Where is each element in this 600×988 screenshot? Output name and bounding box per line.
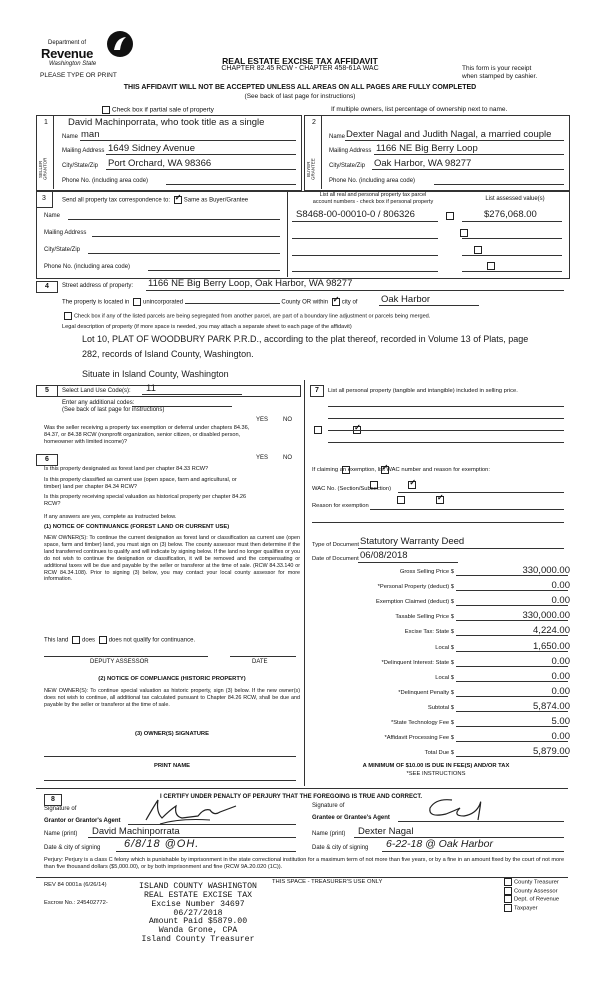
pp-line-1 [328, 406, 564, 407]
this-land-label: This land [44, 637, 69, 644]
tax-row-underline [456, 756, 568, 757]
doc-date-label: Date of Document [312, 556, 359, 562]
s3-city-underline [88, 253, 280, 254]
s6-yes-header: YES [256, 455, 269, 461]
stamp-line: REAL ESTATE EXCISE TAX [143, 890, 253, 900]
s5-q1-yes-checkbox[interactable] [314, 426, 322, 434]
copy-label: Dept. of Revenue [514, 896, 560, 903]
pp-line-4 [328, 442, 564, 443]
doc-type-underline [358, 548, 564, 549]
county-underline [185, 303, 280, 304]
s6-question-1: Is this property designated as forest land per chapter 84.33 RCW? [44, 466, 209, 472]
s6-q3-yes-checkbox[interactable] [397, 496, 405, 504]
doc-type-label: Type of Document [312, 542, 360, 548]
buyer-divider [321, 115, 322, 189]
buyer-name-underline [345, 140, 564, 141]
notice-2-text: NEW OWNER(S): To continue special valuation as historic property, sign (3) below. If the new owner(s) does not wish to continue, all additional tax calculated pursuant to Chapter 84.26 RCW, shall be due and payable by the seller or transferor at the time of sale. [44, 688, 300, 708]
assessed-1-underline [462, 221, 562, 222]
s6-q2-no-checkbox[interactable] [408, 481, 416, 489]
parcel-4-personal-checkbox[interactable] [487, 262, 495, 270]
grantor-sig-of-label: Signature of [44, 806, 77, 812]
tax-row-underline [456, 741, 568, 742]
seller-mailing-value[interactable]: 1649 Sidney Avenue [108, 143, 195, 154]
tax-row-label: Excise Tax: State $ [404, 629, 454, 636]
tax-row-label: Total Due $ [424, 750, 454, 757]
reason-underline-1 [370, 509, 564, 510]
unincorporated-checkbox[interactable] [133, 298, 141, 306]
multiple-owners-note: If multiple owners, list percentage of ownership next to name. [331, 106, 508, 113]
tax-row-value[interactable]: 4,224.00 [533, 625, 570, 637]
section-8-top-rule [36, 788, 568, 789]
s3-phone-label: Phone No. (including area code) [44, 264, 131, 270]
minimum-due-note: A MINIMUM OF $10.00 IS DUE IN FEE(S) AND/OR TAX [362, 763, 510, 769]
seller-phone-underline [166, 184, 296, 185]
s3-mailing-underline [92, 236, 280, 237]
assessed-header: List assessed value(s) [485, 196, 545, 202]
tax-row-value[interactable]: 330,000.00 [522, 610, 570, 622]
s5-yes-header: YES [256, 417, 269, 423]
grantor-name-value[interactable]: David Machinporrata [92, 826, 180, 837]
assessed-3-underline [462, 255, 562, 256]
tax-row-value[interactable]: 0.00 [551, 595, 570, 607]
footer-top-rule [36, 877, 568, 878]
section-1-number: 1 [44, 119, 48, 126]
notice-1-text: NEW OWNER(S): To continue the current designation as forest land or classification as current use (open space, farm and timber) land, you must sign on (3) below. The county assessor must then determine if the land transferred continues to qualify and will indicate by signing below. If the land no longer qualifies or you do not wish to continue the designation or classification, it will be removed and the compensating or additional taxes will be due and payable by the seller or transferor at the time of sale. (RCW 84.33.140 or RCW 84.34.108). Prior to signing (3) below, you may contact your local county assessor for more information. [44, 535, 300, 583]
dept-of-label: Department of [48, 40, 87, 46]
revenue-label: Revenue [41, 46, 94, 61]
please-type: PLEASE TYPE OR PRINT [40, 72, 117, 79]
segregated-checkbox[interactable] [64, 312, 72, 320]
s5-question-1: Was the seller receiving a property tax exemption or deferral under chapters 84.36, 84.37, or 84.38 RCW (nonprofit organization, senior citizen, or disabled person, homeowner with limited income)? [44, 425, 250, 445]
section-7-number: 7 [310, 385, 324, 397]
grantor-agent-label: Grantor or Grantor's Agent [44, 818, 121, 824]
middle-divider [304, 380, 305, 786]
tax-row-value[interactable]: 0.00 [551, 580, 570, 592]
personal-property-label: List all personal property (tangible and intangible) included in selling price. [328, 388, 518, 394]
s6-question-3: Is this property receiving special valuation as historical property per chapter 84.26 RCW? [44, 494, 247, 507]
treasurer-stamp [128, 883, 268, 945]
seller-name-line2[interactable]: man [81, 129, 100, 140]
land-use-value[interactable]: 11 [146, 383, 156, 394]
unincorporated-label: unincorporated [143, 299, 184, 306]
deputy-underline [44, 656, 208, 657]
buyer-city-underline [372, 169, 564, 170]
tax-row-value[interactable]: 330,000.00 [522, 565, 570, 576]
print-name-underline [44, 780, 296, 781]
parcel-1-underline [292, 221, 438, 222]
tax-row-value[interactable]: 0.00 [551, 685, 570, 697]
s3-phone-underline [148, 270, 280, 271]
form-title: REAL ESTATE EXCISE TAX AFFIDAVIT [222, 56, 378, 66]
does-not-label: does not qualify for continuance. [108, 637, 196, 644]
s6-no-header: NO [283, 455, 292, 461]
s3-name-underline [68, 219, 280, 220]
tax-row-value[interactable]: 5,874.00 [533, 700, 570, 712]
section-3-number: 3 [36, 191, 53, 208]
buyer-city-label: City/State/Zip [329, 163, 366, 169]
buyer-mailing-underline [374, 154, 564, 155]
tax-row-underline [456, 575, 568, 576]
seller-name-label: Name [62, 134, 79, 140]
wa-state-label: Washington State [49, 61, 97, 67]
city-of-label: city of [341, 299, 358, 306]
send-correspondence-label: Send all property tax correspondence to: [62, 197, 171, 204]
qualify-row [44, 636, 195, 645]
buyer-city-value[interactable]: Oak Harbor, WA 98277 [374, 158, 472, 169]
buyer-side-label: BUYER GRANTEE [306, 158, 316, 180]
section-3-col-divider [287, 191, 288, 277]
tax-row-label: *Personal Property (deduct) $ [377, 584, 454, 591]
segregated-row [62, 312, 430, 320]
tax-row-underline [456, 620, 568, 621]
section-6-number: 6 [36, 454, 58, 466]
parcel-1-personal-checkbox[interactable] [446, 212, 454, 220]
buyer-mailing-value[interactable]: 1166 NE Big Berry Loop [376, 143, 478, 154]
stamp-line: Excise Number 34697 [151, 899, 245, 909]
grantee-date-value[interactable]: 6-22-18 @ Oak Harbor [386, 838, 493, 850]
buyer-mailing-label: Mailing Address [329, 148, 372, 154]
deputy-date-label: DATE [252, 659, 268, 665]
tax-row-underline [456, 711, 568, 712]
treasurer-use-label: THIS SPACE - TREASURER'S USE ONLY [272, 879, 383, 885]
copy-item [502, 895, 559, 904]
city-underline [379, 305, 479, 306]
see-back: (See back of last page for instructions) [244, 93, 356, 100]
s6-if-yes: If any answers are yes, complete as instructed below. [44, 514, 177, 520]
copy-label: Taxpayer [514, 905, 538, 912]
tax-row-label: Gross Selling Price $ [399, 569, 454, 575]
tax-row-underline [456, 635, 568, 636]
copy-checkbox[interactable] [504, 895, 512, 903]
located-in-label: The property is located in [62, 299, 130, 306]
assessed-value[interactable]: $276,068.00 [484, 209, 537, 220]
does-not-qualify-checkbox[interactable] [99, 636, 107, 644]
seller-mailing-underline [106, 154, 296, 155]
reason-label: Reason for exemption [312, 503, 369, 509]
city-of-checkbox[interactable] [332, 298, 340, 306]
stamp-line: ISLAND COUNTY WASHINGTON [139, 882, 257, 891]
parcel-header-1: List all real and personal property tax parcel [319, 192, 427, 198]
send-correspondence-row [62, 196, 248, 205]
seller-city-value[interactable]: Port Orchard, WA 98366 [108, 158, 212, 169]
seller-name-line1[interactable]: David Machinporrata, who took title as a single [68, 117, 265, 128]
wac-underline [398, 492, 564, 493]
tax-row-label: Subtotal $ [427, 704, 454, 711]
pp-line-3 [328, 430, 564, 431]
grantee-agent-label: Grantee or Grantee's Agent [312, 815, 390, 821]
location-row [62, 298, 357, 307]
section-5-number: 5 [36, 385, 58, 397]
seller-divider [53, 115, 54, 189]
tax-row-label: Exemption Claimed (deduct) $ [376, 599, 454, 606]
seller-city-underline [106, 169, 296, 170]
perjury-notice: Perjury: Perjury is a class C felony which is punishable by imprisonment in the state correctional institution for a maximum term of not more than five years, or by a fine in an amount fixed by the court of not more than five thousand dollars ($5,000.00), or by both imprisonment and fine (RCW 9A.20.020 (1C)). [44, 857, 565, 871]
section-8-number: 8 [44, 794, 62, 806]
parcel-3-personal-checkbox[interactable] [474, 246, 482, 254]
same-as-buyer-label: Same as Buyer/Grantee [183, 197, 249, 204]
assessed-2-underline [462, 238, 562, 239]
dor-logo-icon [106, 30, 134, 58]
deputy-assessor-label: DEPUTY ASSESSOR [90, 659, 149, 665]
situate-line[interactable]: Situate in Island County, Washington [82, 369, 229, 379]
partial-sale-row [100, 106, 214, 115]
tax-row-label: *Delinquent Penalty $ [398, 689, 454, 696]
parcel-number[interactable]: S8468-00-00010-0 / 806326 [296, 209, 415, 220]
parcel-2-underline [292, 238, 438, 239]
s5-no-header: NO [283, 417, 292, 423]
tax-row-value[interactable]: 5.00 [551, 716, 570, 727]
copy-item [502, 887, 558, 896]
street-underline [146, 290, 564, 291]
does-qualify-checkbox[interactable] [72, 636, 80, 644]
land-use-label: Select Land Use Code(s): [62, 388, 131, 394]
grantee-name-value[interactable]: Dexter Nagal [358, 826, 414, 837]
county-or-label: County OR within [281, 299, 329, 306]
parcel-4-underline [292, 271, 438, 272]
parcel-2-personal-checkbox[interactable] [460, 229, 468, 237]
form-chapter: CHAPTER 82.45 RCW - CHAPTER 458-61A WAC [221, 65, 379, 72]
partial-sale-checkbox[interactable] [102, 106, 110, 114]
section-4-number: 4 [36, 281, 58, 293]
tax-row-label: Taxable Selling Price $ [395, 614, 454, 621]
tax-row-label: Local $ [435, 674, 454, 681]
notice-2-title: (2) NOTICE OF COMPLIANCE (HISTORIC PROPERTY) [98, 676, 246, 682]
certify-statement: I CERTIFY UNDER PENALTY OF PERJURY THAT THE FOREGOING IS TRUE AND CORRECT. [160, 794, 423, 800]
buyer-name-label: Name [329, 134, 346, 140]
s5-see-back: (See back of last page for instructions) [62, 407, 165, 413]
tax-row-underline [456, 605, 568, 606]
grantee-date-underline [382, 851, 564, 852]
parcel-3-underline [292, 255, 438, 256]
receipt-note-1: This form is your receipt [462, 65, 532, 72]
copy-checkbox[interactable] [504, 887, 512, 895]
copy-item [502, 904, 538, 913]
same-as-buyer-checkbox[interactable] [174, 196, 182, 204]
grantor-name-label: Name (print) [44, 831, 78, 837]
tax-row-label: *State Technology Fee $ [390, 720, 454, 726]
city-value[interactable]: Oak Harbor [381, 294, 431, 305]
grantor-signature [140, 796, 260, 828]
deputy-date-underline [230, 656, 296, 657]
copy-label: County Assessor [514, 888, 558, 895]
see-instructions-note: *SEE INSTRUCTIONS [406, 771, 466, 777]
tax-row-underline [456, 726, 568, 727]
stamp-line: Island County Treasurer [141, 935, 255, 945]
tax-row-underline [456, 696, 568, 697]
seller-phone-label: Phone No. (including area code) [62, 178, 149, 184]
street-label: Street address of property: [62, 283, 134, 289]
seller-mailing-label: Mailing Address [62, 148, 105, 154]
legal-line-1[interactable]: Lot 10, PLAT OF WOODBURY PARK P.R.D., according to the plat thereof, recorded in Volume 13 of Plats, page [82, 334, 529, 344]
tax-row-underline [456, 590, 568, 591]
buyer-phone-underline [434, 184, 564, 185]
stamp-line: Amount Paid $5879.00 [148, 917, 248, 927]
seller-name-underline [80, 140, 296, 141]
grantee-name-label: Name (print) [312, 831, 346, 837]
owner-signature-underline [44, 756, 296, 757]
section-2-number: 2 [312, 119, 316, 126]
tax-row-value[interactable]: 0.00 [551, 670, 570, 682]
additional-codes-label: Enter any additional codes: [62, 400, 135, 406]
tax-row-value[interactable]: 0.00 [551, 655, 570, 667]
does-label: does [82, 637, 96, 644]
s3-mailing-label: Mailing Address [44, 230, 87, 236]
notice-1-title: (1) NOTICE OF CONTINUANCE (FOREST LAND OR CURRENT USE) [44, 524, 230, 530]
grantee-date-label: Date & city of signing [312, 845, 369, 851]
rev-number: REV 84 0001a (6/26/14) [44, 882, 107, 888]
copy-label: County Treasurer [514, 879, 559, 886]
copy-checkbox[interactable] [504, 878, 512, 886]
assessed-4-underline [462, 271, 562, 272]
street-value[interactable]: 1166 NE Big Berry Loop, Oak Harbor, WA 98277 [148, 278, 353, 289]
buyer-phone-label: Phone No. (including area code) [329, 178, 416, 184]
reason-underline-2 [312, 522, 564, 523]
partial-sale-label: Check box if partial sale of property [112, 106, 214, 114]
exemption-label: If claiming an exemption, list WAC number and reason for exemption: [312, 467, 490, 473]
stamp-line: 06/27/2018 [173, 908, 223, 918]
s6-question-2: Is this property classified as current use (open space, farm and agricultural, or timber) land per chapter 84.34 RCW? [44, 477, 237, 490]
grantor-date-label: Date & city of signing [44, 845, 101, 851]
s6-q3-no-checkbox[interactable] [436, 496, 444, 504]
wac-label: WAC No. (Section/Subsection) [312, 486, 392, 492]
tax-row-underline [456, 651, 568, 652]
grantee-sig-of-label: Signature of [312, 803, 345, 809]
seller-side-label: SELLER GRANTOR [38, 157, 48, 181]
grantor-date-underline [116, 851, 296, 852]
escrow-number: Escrow No.: 245402772- [44, 900, 108, 906]
tax-row-label: Local $ [435, 644, 454, 651]
land-use-underline [142, 394, 242, 395]
warning-text: THIS AFFIDAVIT WILL NOT BE ACCEPTED UNLESS ALL AREAS ON ALL PAGES ARE FULLY COMPLETED [123, 84, 477, 91]
receipt-note-2: when stamped by cashier. [462, 73, 538, 80]
tax-row-label: *Delinquent Interest: State $ [381, 659, 454, 666]
tax-row-value[interactable]: 5,879.00 [533, 746, 570, 758]
tax-row-value[interactable]: 0.00 [551, 731, 570, 743]
s3-city-label: City/State/Zip [44, 247, 81, 253]
doc-date-underline [358, 562, 458, 563]
segregated-label: Check box if any of the listed parcels are being segregated from another parcel, are part of a boundary line adjustment or parcels being merged. [74, 313, 431, 320]
grantor-date-value[interactable]: 6/8/18 @OH. [124, 838, 200, 850]
s3-name-label: Name [44, 213, 61, 219]
tax-row-underline [456, 666, 568, 667]
grantee-signature [416, 790, 506, 824]
owner-signature-label: (3) OWNER(S) SIGNATURE [135, 731, 209, 737]
tax-row-value[interactable]: 1,650.00 [533, 640, 570, 652]
stamp-line: Wanda Grone, CPA [158, 926, 238, 936]
pp-line-2 [328, 418, 564, 419]
print-name-label: PRINT NAME [153, 763, 191, 769]
legal-description-label: Legal description of property (if more space is needed, you may attach a separate sheet to each page of the affidavit) [62, 324, 352, 330]
seller-city-label: City/State/Zip [62, 163, 99, 169]
buyer-name-value[interactable]: Dexter Nagal and Judith Nagal, a married couple [346, 129, 552, 140]
copy-checkbox[interactable] [504, 904, 512, 912]
doc-date-value[interactable]: 06/08/2018 [360, 550, 408, 561]
doc-type-value[interactable]: Statutory Warranty Deed [360, 536, 465, 547]
tax-row-underline [456, 681, 568, 682]
copy-item [502, 878, 559, 887]
tax-row-label: *Affidavit Processing Fee $ [384, 735, 454, 742]
legal-line-2[interactable]: 282, records of Island County, Washington. [82, 349, 254, 359]
parcel-header-2: account numbers - check box if personal property [312, 199, 434, 205]
